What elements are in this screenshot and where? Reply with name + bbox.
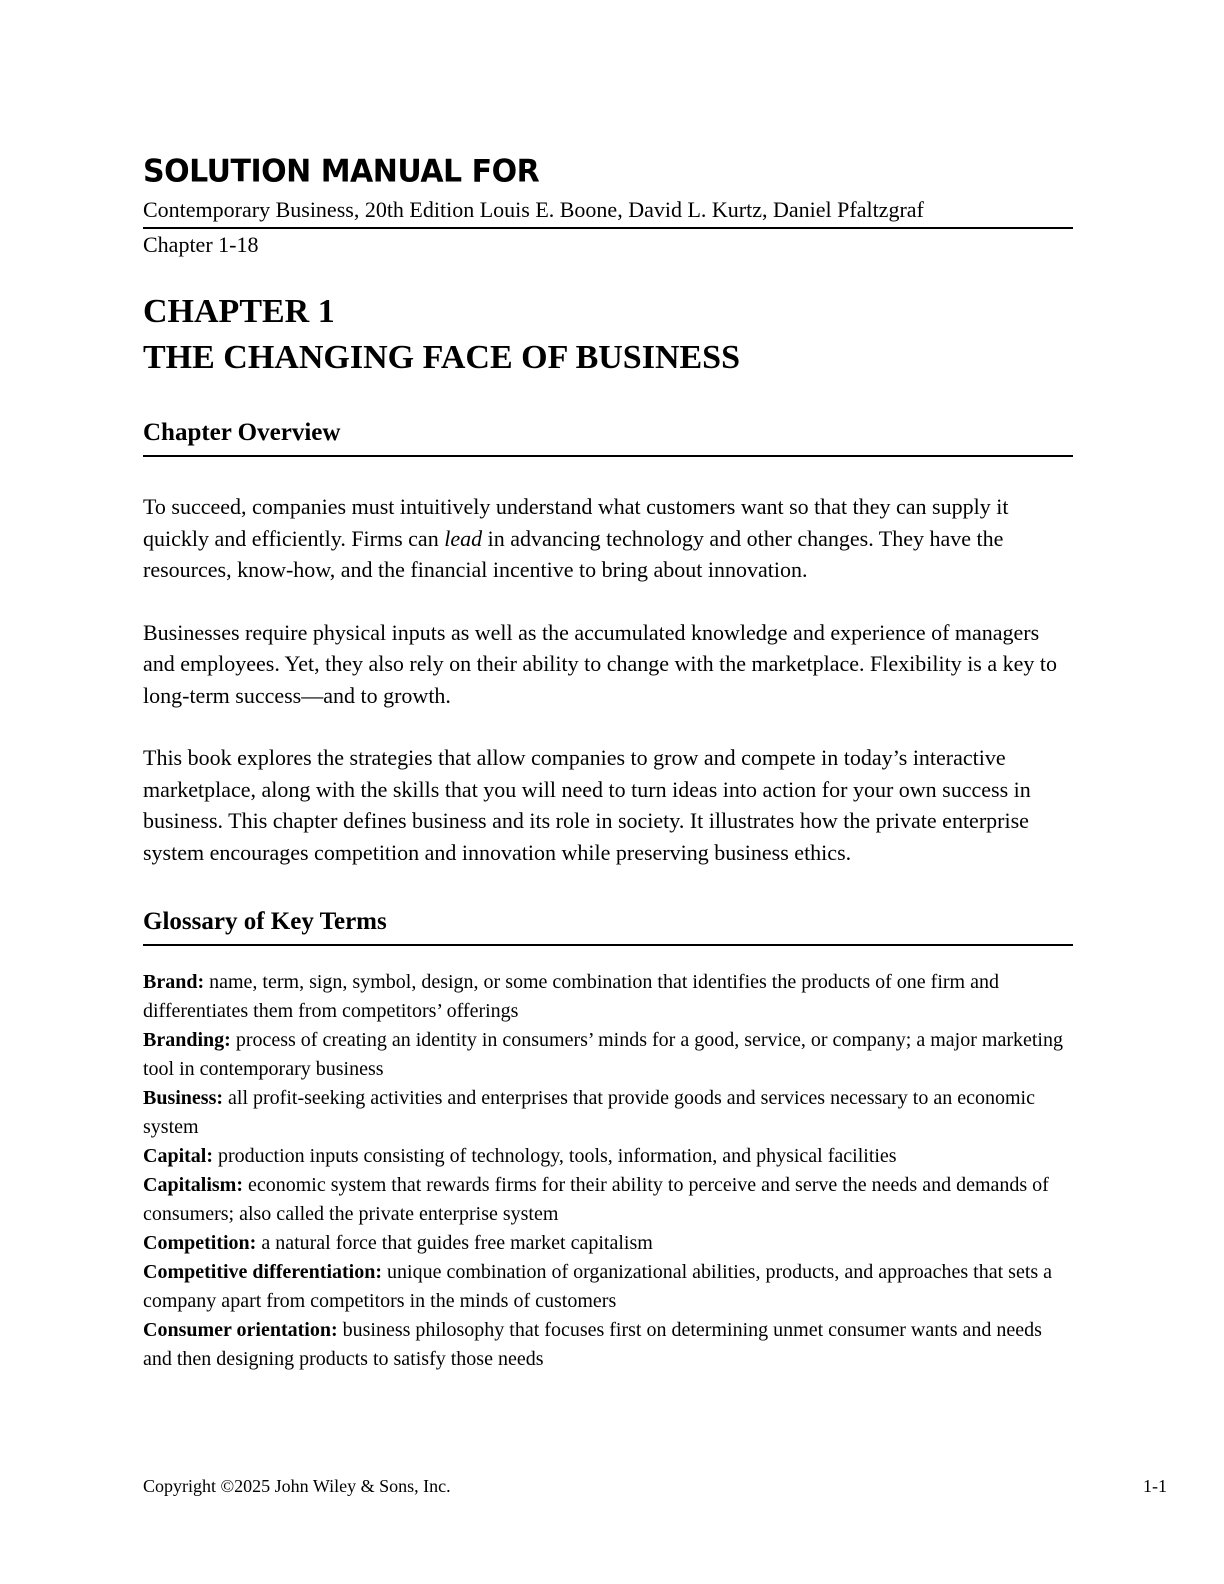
- glossary-definition: business philosophy that focuses first on determining unmet consumer wants and needs and then designing products to satisfy those needs: [143, 1319, 1042, 1370]
- glossary-entry-competition: [143, 1229, 1073, 1258]
- page-number: 1-1: [1143, 1476, 1167, 1496]
- glossary-entry-brand: [143, 968, 1073, 1026]
- glossary-term: Competitive differentiation:: [143, 1261, 383, 1283]
- chapter-number: CHAPTER 1: [143, 293, 335, 330]
- overview-body: [143, 491, 1073, 868]
- glossary-entry-branding: [143, 1026, 1073, 1084]
- glossary-definition: unique combination of organizational abilities, products, and approaches that sets a company apart from competitors in the minds of customers: [143, 1261, 1053, 1312]
- glossary-entry-capitalism: [143, 1171, 1073, 1229]
- glossary-term: Business:: [143, 1087, 224, 1109]
- glossary-term: Brand:: [143, 971, 205, 993]
- glossary-term: Branding:: [143, 1029, 231, 1051]
- document-page: [143, 150, 1073, 1374]
- glossary-definition: process of creating an identity in consumers’ minds for a good, service, or company; a major marketing tool in contemporary business: [143, 1029, 1063, 1080]
- glossary-entry-consumer-orientation: [143, 1316, 1073, 1374]
- glossary-term: Competition:: [143, 1232, 257, 1254]
- overview-paragraph-1: [143, 491, 1073, 586]
- overview-paragraph-2: Businesses require physical inputs as well as the accumulated knowledge and experience of managers and employees. Yet, they also rely on their ability to change with the marketplace. Flexibility is a key to long-term success—and to growth.: [143, 619, 1058, 708]
- glossary-entry-business: [143, 1084, 1073, 1142]
- overview-p1-emphasis: lead: [444, 525, 483, 551]
- glossary-entry-competitive-differentiation: [143, 1258, 1073, 1316]
- chapter-heading: [143, 289, 1073, 381]
- overview-p1-start: To succeed, companies must intuitively understand what customers want so that they can supply it quickly and efficiently. Firms can: [143, 494, 1009, 551]
- glossary-list: [143, 968, 1073, 1374]
- overview-p1-end: in advancing technology and other changes. They have the resources, know-how, and the financial incentive to bring about innovation.: [143, 525, 1004, 582]
- overview-heading: Chapter Overview: [143, 417, 1073, 457]
- glossary-term: Consumer orientation:: [143, 1319, 338, 1341]
- glossary-entry-capital: [143, 1142, 1073, 1171]
- footer-copyright: Copyright ©2025 John Wiley & Sons, Inc.: [143, 1476, 451, 1496]
- solution-manual-title: SOLUTION MANUAL FOR: [143, 153, 540, 190]
- overview-paragraph-3: This book explores the strategies that allow companies to grow and compete in today’s interactive marketplace, along with the skills that you will need to turn ideas into action for your own success in business. This chapter defines business and its role in society. It illustrates how the private enterprise system encourages competition and innovation while preserving business ethics.: [143, 745, 1031, 865]
- glossary-definition: production inputs consisting of technology, tools, information, and physical facilities: [213, 1145, 897, 1167]
- glossary-definition: economic system that rewards firms for their ability to perceive and serve the needs and demands of consumers; also called the private enterprise system: [143, 1174, 1049, 1225]
- glossary-definition: name, term, sign, symbol, design, or some combination that identifies the products of one firm and differentiates them from competitors’ offerings: [143, 971, 999, 1022]
- glossary-definition: all profit-seeking activities and enterprises that provide goods and services necessary to an economic system: [143, 1087, 1035, 1138]
- chapter-title: THE CHANGING FACE OF BUSINESS: [143, 339, 740, 376]
- glossary-heading: Glossary of Key Terms: [143, 906, 1073, 946]
- glossary-definition: a natural force that guides free market capitalism: [256, 1232, 653, 1254]
- glossary-term: Capital:: [143, 1145, 213, 1167]
- glossary-term: Capitalism:: [143, 1174, 243, 1196]
- chapter-range: Chapter 1-18: [143, 232, 259, 257]
- book-citation: Contemporary Business, 20th Edition Louis E. Boone, David L. Kurtz, Daniel Pfaltzgraf: [143, 196, 1073, 229]
